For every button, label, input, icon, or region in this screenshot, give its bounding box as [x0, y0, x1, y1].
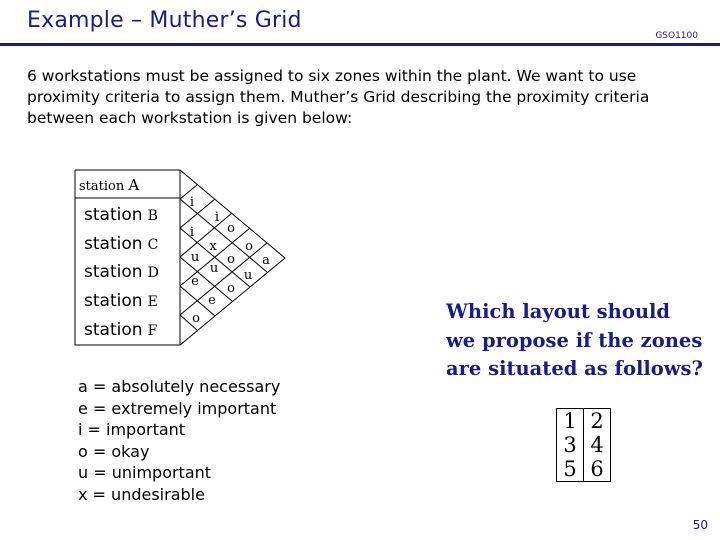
intro-text: 6 workstations must be assigned to six zones within the plant. We want to use proximity criteria to assign them. Muther’s Grid describing the proximity criteria between each workstation is given below:: [27, 67, 650, 127]
zone-cell: 4: [584, 433, 611, 457]
relation-ae: a: [262, 253, 270, 268]
station-letter: D: [147, 265, 159, 281]
zone-cell: 1: [557, 409, 584, 434]
legend: [78, 376, 280, 506]
svg-text:station E: [84, 291, 158, 311]
station-label: station: [84, 262, 143, 282]
relation-af: o: [245, 239, 253, 254]
legend-item: a = absolutely necessary: [78, 377, 281, 396]
grid-line: [180, 185, 197, 199]
relation-bc: i: [189, 225, 195, 240]
zone-cell: 3: [557, 433, 584, 457]
relation-bd: x: [209, 239, 217, 254]
station-letter: F: [147, 323, 158, 339]
station-label: station: [84, 320, 143, 340]
relation-ad: o: [227, 221, 235, 236]
station-letter: C: [147, 237, 159, 253]
legend-item: x = undesirable: [78, 484, 205, 504]
relation-ce: u: [209, 261, 219, 276]
station-label: station: [84, 205, 143, 225]
station-label: station: [79, 179, 125, 194]
page-number: 50: [692, 518, 708, 532]
legend-item: i = important: [78, 420, 186, 440]
relation-bf: u: [243, 268, 253, 283]
relation-cd: u: [190, 250, 200, 265]
relation-cf: o: [227, 281, 235, 296]
relation-be: o: [227, 252, 235, 267]
zone-layout-table: [556, 408, 611, 482]
station-label: station: [84, 234, 143, 254]
zone-row: [557, 409, 611, 434]
station-label: station: [84, 291, 143, 311]
svg-text:station B: [84, 205, 158, 225]
question-text: Which layout should we propose if the zones are situated as follows?: [446, 300, 703, 380]
relation-df: e: [208, 293, 216, 308]
zone-row: [557, 457, 611, 482]
svg-text:station A: [79, 176, 139, 194]
relation-de: e: [191, 274, 199, 289]
svg-text:station C: [84, 234, 158, 254]
course-code: GSO1100: [655, 31, 698, 41]
zone-cell: 2: [584, 409, 611, 434]
legend-item: o = okay: [78, 441, 150, 461]
zone-cell: 5: [557, 457, 584, 482]
relation-ab: i: [189, 195, 195, 210]
station-letter: B: [147, 208, 158, 224]
legend-item: e = extremely important: [78, 398, 277, 418]
relation-ef: o: [192, 311, 200, 326]
legend-item: u = unimportant: [78, 463, 212, 483]
zone-row: [557, 433, 611, 457]
slide-title: Example – Muther’s Grid: [27, 8, 302, 33]
svg-text:station F: [84, 320, 158, 340]
relation-ac: i: [214, 210, 220, 225]
svg-text:station D: [84, 262, 159, 282]
station-letter: E: [147, 294, 158, 310]
zone-cell: 6: [584, 457, 611, 482]
station-letter: A: [128, 176, 140, 194]
